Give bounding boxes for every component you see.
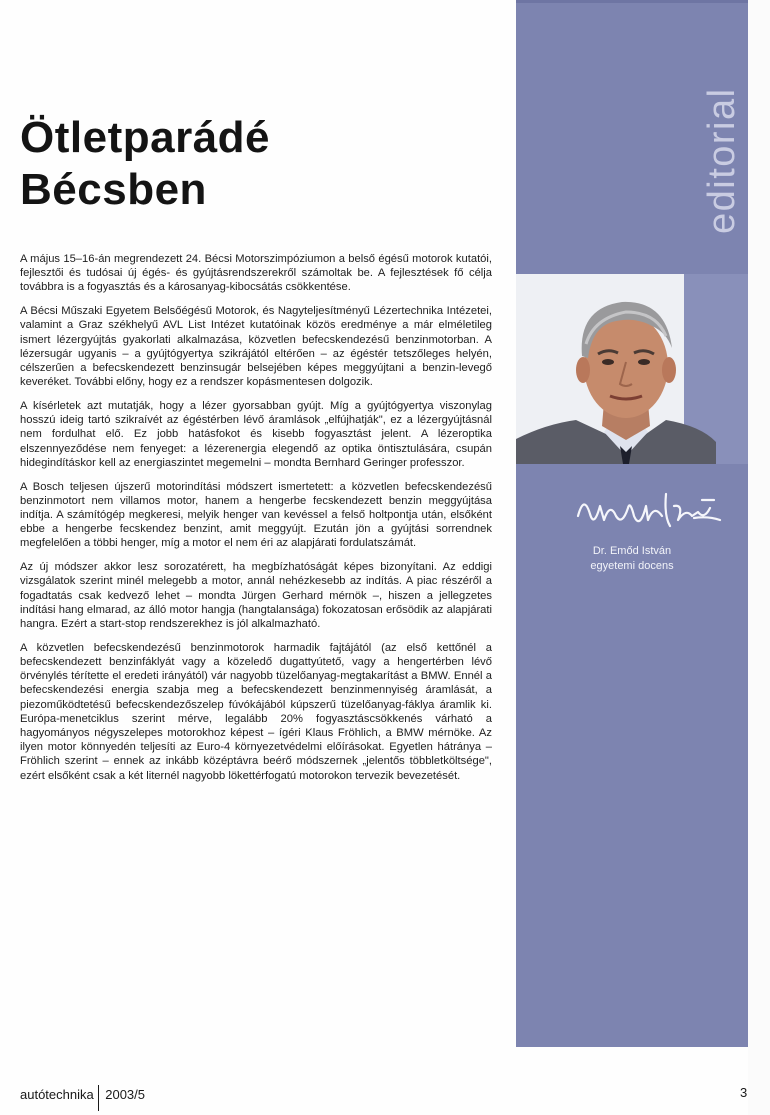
issue-number: 2003/5 xyxy=(105,1087,145,1102)
title-line-2: Bécsben xyxy=(20,165,207,214)
author-name: Dr. Emőd István xyxy=(592,545,672,557)
paragraph-3: A kísérletek azt mutatják, hogy a lézer gyorsabban gyújt. Míg a gyújtógyertya viszonylag hosszú ideig tartó szikraívét az égéstérben lévő áramlások „elfújhatják", ez a lézergyújtásnál nem fordulhat elő. Ez jobb hatásfokot és kisebb fogyasztást jelent. A lézeroptika elszennyeződése nem fenyeget: a lézerenergia elegendő az optika öntisztulására, csupán hidegindításkor kell az energiaszintet megemelni – mondta Bernhard Geringer professzor. xyxy=(20,400,492,469)
page-margin xyxy=(748,0,770,1115)
author-photo xyxy=(516,274,748,464)
title-line-1: Ötletparádé xyxy=(20,113,271,162)
paragraph-1: A május 15–16-án megrendezett 24. Bécsi Motorszimpóziumon a belső égésű motorok kutatói, fejlesztői és tudósai új égés- és gyújtásrendszerekről számoltak be. A fejlesztések fő célja továbbra is a fogyasztás és a károsanyag-kibocsátás csökkentése. xyxy=(20,253,492,294)
paragraph-4: A Bosch teljesen újszerű motorindítási módszert ismertetett: a közvetlen befecskendezésű benzinmotort nem villamos motor, hanem a hengerbe fecskendezett benzin meggyújtása indítja. A számítógép megkeresi, melyik henger van kevéssel a felső holtpontja után, elsőként ebbe a hengerbe fecskendez benzint, amit meggyújt. Ezután jön a gyújtási sorrendnek megfelelően a többi henger, míg a motor el nem éri az alapjárati fordulatszámát. xyxy=(20,480,492,550)
footer-issue xyxy=(20,1085,145,1111)
page-number: 3 xyxy=(740,1085,748,1100)
sidebar-top-strip xyxy=(516,0,748,3)
author-title: egyetemi docens xyxy=(590,560,674,572)
paragraph-6: A közvetlen befecskendezésű benzinmotorok harmadik fajtájától (az első kettőnél a befecskendezett benzinfáklyát vagy a közeledő dugattyútető, vagy a hengertérben lévő örvénylés térítette el eredeti irányától) vár nagyobb tüzelőanyag-megtakarítást a BMW. Ennél a befecskendezési energia szabja meg a befecskendezett benzinmennyiség áramlását, a piezoműködtetésű befecskendezőszelep fúvókájából kúpszerű tüzelőanyag-fáklya áramlik ki. Európa-menetciklus szerint mérve, legalább 20% fogyasztáscsökkenés várható a hagyományos négyszelepes motorokhoz képest – ígéri Klaus Fröhlich, a BMW mérnöke. Az ilyen motor könnyedén teljesíti az Euro-4 környezetvédelmi előírásokat. Egyetlen hátránya – Fröhlich szerint – ennek az inkább középtávra beérő módszernek „jelentős többletköltsége", ezért elsőként csak a két liternél nagyobb lökettérfogatú motorokon tervezik bevezetését. xyxy=(20,641,492,782)
paragraph-2: A Bécsi Műszaki Egyetem Belsőégésű Motorok, és Nagyteljesítményű Lézertechnika Intézetei, valamint a Graz székhelyű AVL List Intézet kutatóinak közös eredménye a már elméletileg ismert lézergyújtás gyakorlati alkalmazása, közvetlen befecskendezésű benzinmotorban. A lézersugár ugyanis – a gyújtógyertya szikrájától eltérően – az égéstér tetszőleges helyén, célszerűen a befecskendezett benzinsugár belsejében képes meggyújtani a benzin-levegő keveréket. További előny, hogy ez a rendszer kopásmentesen dolgozik. xyxy=(20,305,492,389)
signature xyxy=(574,486,724,541)
magazine-name: autótechnika xyxy=(20,1087,94,1102)
page-title xyxy=(20,112,270,216)
author-caption xyxy=(532,544,732,574)
paragraph-5: Az új módszer akkor lesz sorozatérett, ha megbízhatóságát képes bizonyítani. Az eddigi vizsgálatok szerint minél melegebb a motor, annál nehézkesebb az indítás. A piac részéről a fogadtatás csak kedvező lehet – mondta Jürgen Gerhard mérnök –, hiszen a jellegzetes indítási hang elmarad, az álló motor hangja (hangtalansága) fokozatosan erősödik az alapjárati hangra. Ezért a start-stop rendszerekhez is jól alkalmazható. xyxy=(20,561,492,631)
article-body xyxy=(20,252,492,792)
editorial-label: editorial xyxy=(701,87,743,234)
footer-separator xyxy=(98,1085,100,1111)
